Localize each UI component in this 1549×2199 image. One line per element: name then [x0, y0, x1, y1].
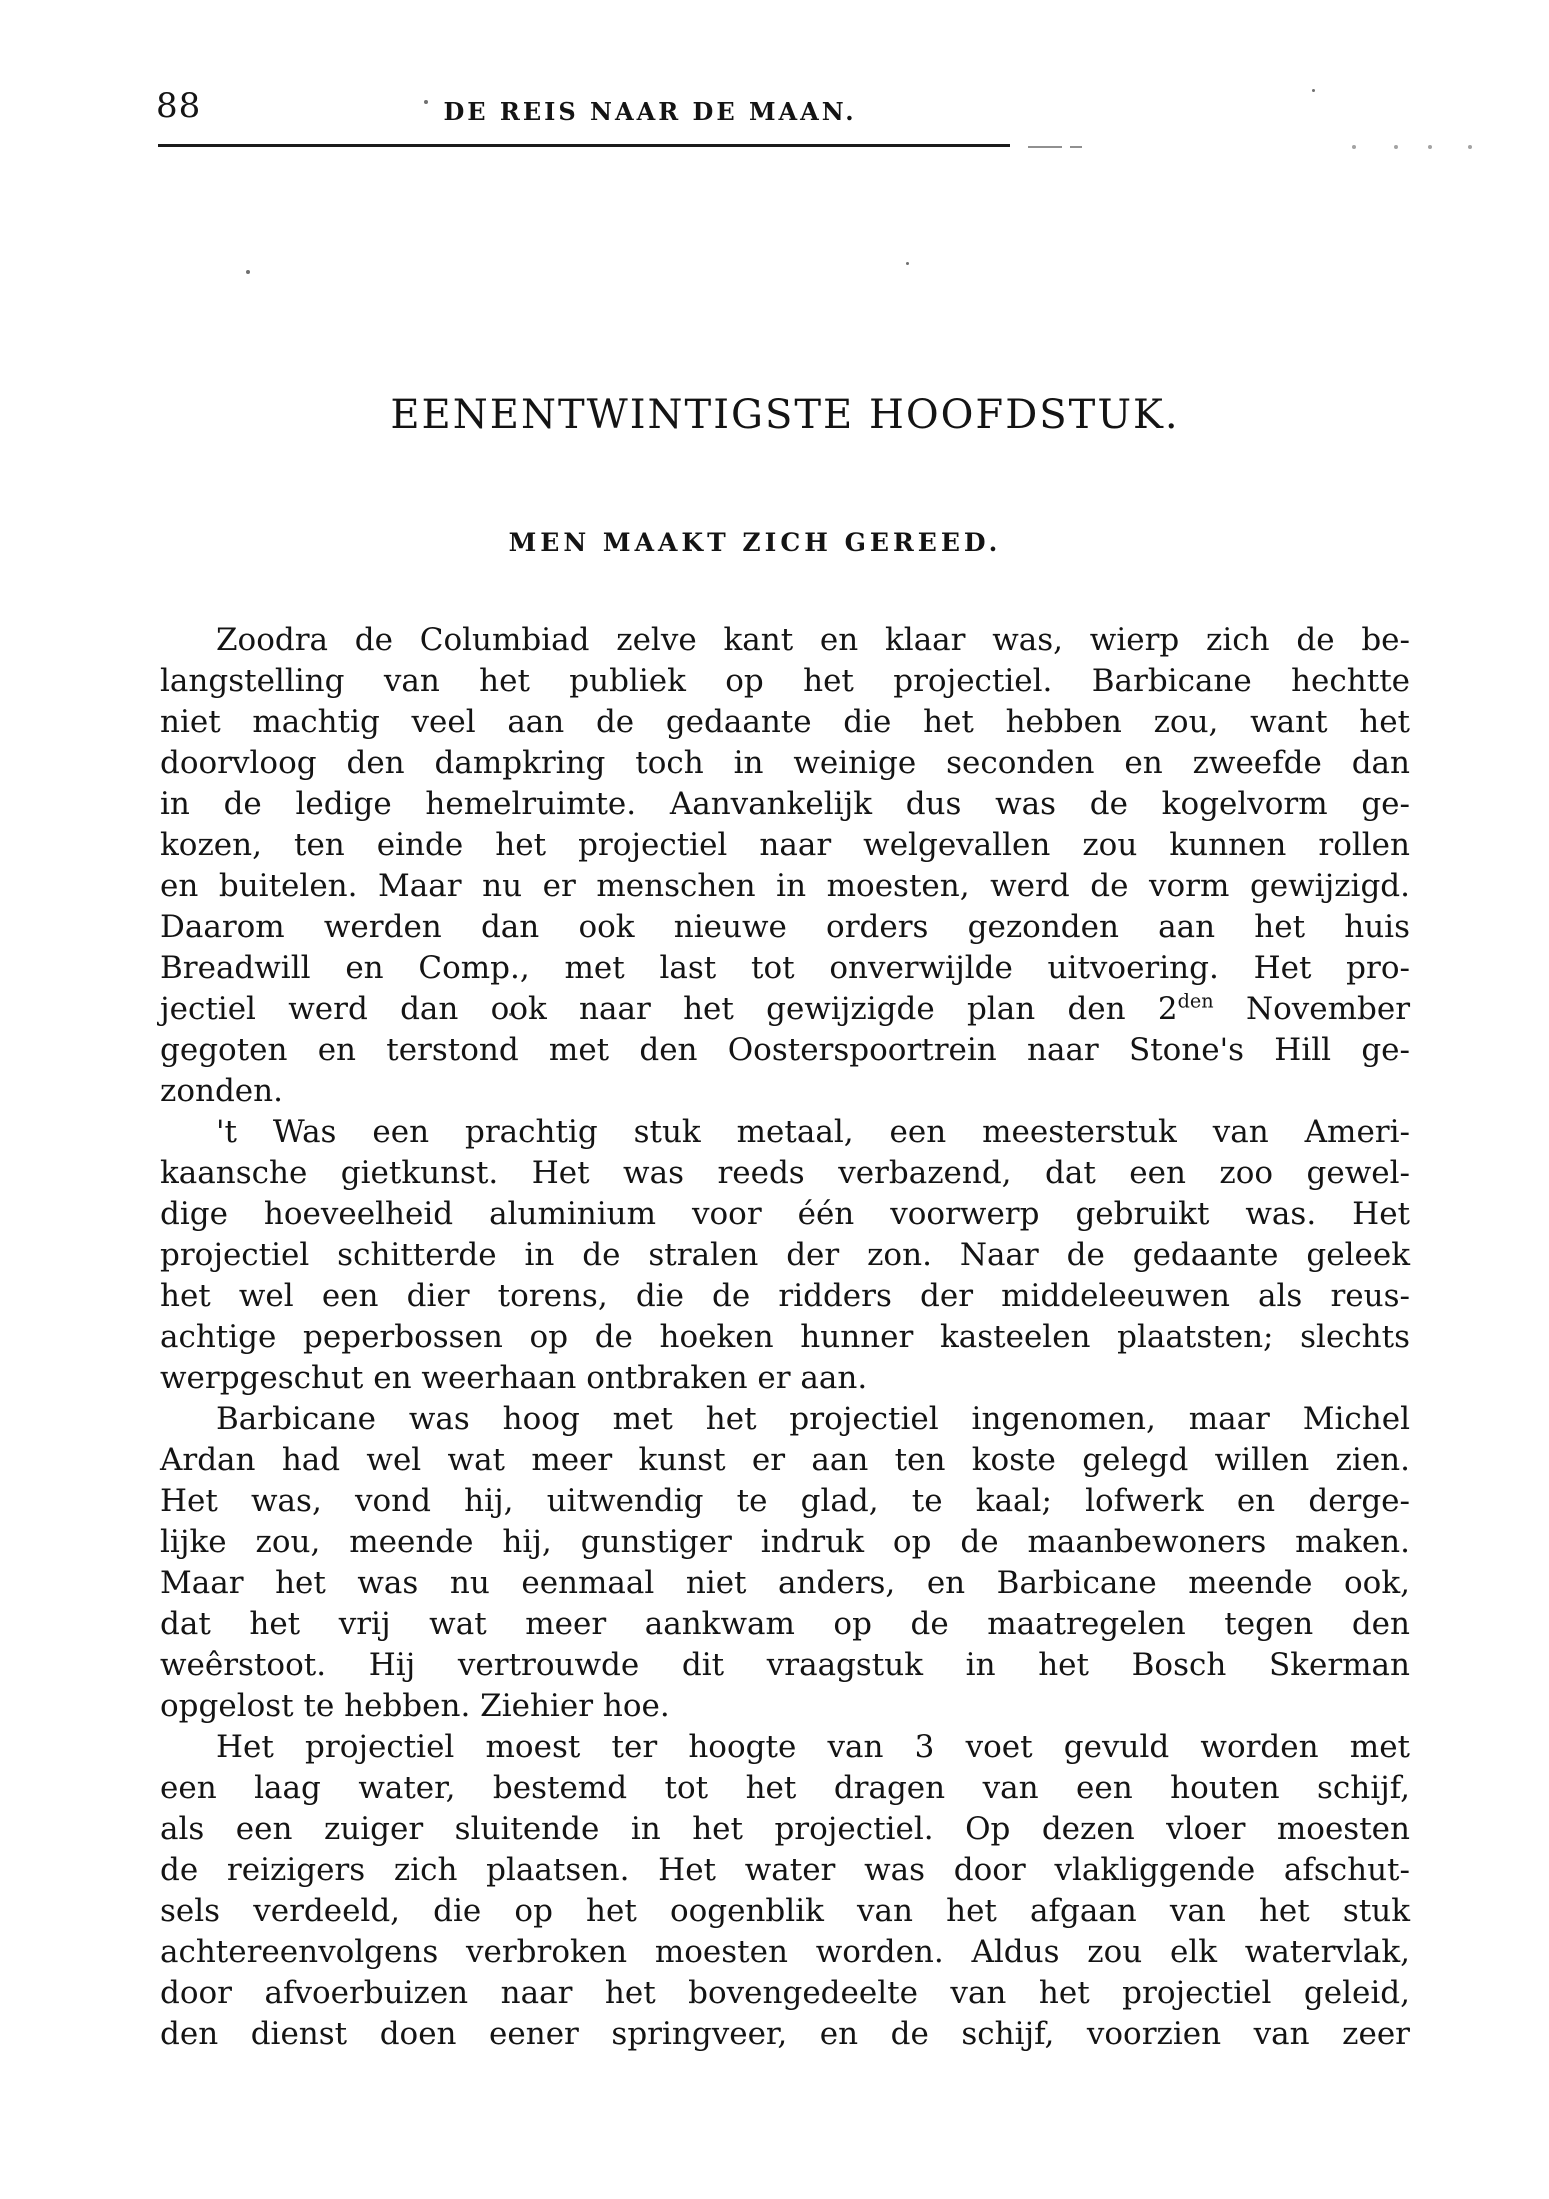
text-line: den dienst doen eener springveer, en de schijf, voorzien van zeer — [160, 2016, 1410, 2052]
text-line: niet machtig veel aan de gedaante die het hebben zou, want het — [160, 704, 1410, 740]
header-rule-dash — [1070, 146, 1082, 148]
running-title: DE REIS NAAR DE MAAN. — [443, 97, 857, 126]
text-line: Breadwill en Comp., met last tot onverwijlde uitvoering. Het pro- — [160, 950, 1410, 986]
text-line: opgelost te hebben. Ziehier hoe. — [160, 1688, 670, 1724]
text-line: langstelling van het publiek op het projectiel. Barbicane hechtte — [160, 663, 1410, 699]
header-rule — [158, 144, 1010, 147]
page-number: 88 — [156, 86, 202, 126]
text-line: lijke zou, meende hij, gunstiger indruk op de maanbewoners maken. — [160, 1524, 1410, 1560]
paragraph — [160, 1727, 1410, 2055]
text-line: Het projectiel moest ter hoogte van 3 voet gevuld worden met — [216, 1729, 1410, 1765]
header-rule-dot — [1394, 145, 1398, 149]
text-line: als een zuiger sluitende in het projectiel. Op dezen vloer moesten — [160, 1811, 1410, 1847]
text-line: Ardan had wel wat meer kunst er aan ten koste gelegd willen zien. — [160, 1442, 1410, 1478]
text-line: sels verdeeld, die op het oogenblik van het afgaan van het stuk — [160, 1893, 1410, 1929]
text-line: 't Was een prachtig stuk metaal, een meesterstuk van Ameri- — [216, 1114, 1410, 1150]
text-line: kaansche gietkunst. Het was reeds verbazend, dat een zoo gewel- — [160, 1155, 1410, 1191]
text-line: projectiel schitterde in de stralen der zon. Naar de gedaante geleek — [160, 1237, 1410, 1273]
text-line: een laag water, bestemd tot het dragen van een houten schijf, — [160, 1770, 1410, 1806]
text-line: zonden. — [160, 1073, 283, 1109]
text-line: dige hoeveelheid aluminium voor één voorwerp gebruikt was. Het — [160, 1196, 1410, 1232]
scan-speck — [424, 100, 428, 104]
header-rule-dot — [1352, 145, 1356, 149]
text-line: kozen, ten einde het projectiel naar welgevallen zou kunnen rollen — [160, 827, 1410, 863]
text-line: in de ledige hemelruimte. Aanvankelijk dus was de kogelvorm ge- — [160, 786, 1410, 822]
scan-speck — [246, 270, 250, 274]
text-line: Zoodra de Columbiad zelve kant en klaar was, wierp zich de be- — [216, 622, 1410, 658]
text-line: het wel een dier torens, die de ridders der middeleeuwen als reus- — [160, 1278, 1410, 1314]
text-line: en buitelen. Maar nu er menschen in moesten, werd de vorm gewijzigd. — [160, 868, 1410, 904]
text-line: weêrstoot. Hij vertrouwde dit vraagstuk in het Bosch Skerman — [160, 1647, 1410, 1683]
paragraph — [160, 1112, 1410, 1399]
chapter-heading: EENENTWINTIGSTE HOOFDSTUK. — [390, 392, 1180, 438]
chapter-subtitle: MEN MAAKT ZICH GEREED. — [508, 528, 1002, 557]
text-line: dat het vrij wat meer aankwam op de maatregelen tegen den — [160, 1606, 1410, 1642]
text-line: Maar het was nu eenmaal niet anders, en Barbicane meende ook, — [160, 1565, 1410, 1601]
body-text — [160, 620, 1410, 2055]
scan-speck — [906, 262, 909, 265]
text-line: werpgeschut en weerhaan ontbraken er aan. — [160, 1360, 868, 1396]
text-line: de reizigers zich plaatsen. Het water was door vlakliggende afschut- — [160, 1852, 1410, 1888]
text-line: achtereenvolgens verbroken moesten worden. Aldus zou elk watervlak, — [160, 1934, 1410, 1970]
text-line: doorvloog den dampkring toch in weinige seconden en zweefde dan — [160, 745, 1410, 781]
text-line: achtige peperbossen op de hoeken hunner kasteelen plaatsten; slechts — [160, 1319, 1410, 1355]
text-line: Daarom werden dan ook nieuwe orders gezonden aan het huis — [160, 909, 1410, 945]
header-rule-dot — [1428, 145, 1432, 149]
text-line: jectiel werd dan ook naar het gewijzigde plan den $2^{den}$ November — [160, 989, 1411, 1027]
scan-speck — [1312, 89, 1315, 92]
text-line: door afvoerbuizen naar het bovengedeelte van het projectiel geleid, — [160, 1975, 1410, 2011]
header-rule-dot — [1468, 145, 1472, 149]
text-line: Het was, vond hij, uitwendig te glad, te kaal; lofwerk en derge- — [160, 1483, 1410, 1519]
paragraph — [160, 620, 1410, 1112]
header-rule-dash — [1028, 146, 1062, 148]
paragraph — [160, 1399, 1410, 1727]
text-line: gegoten en terstond met den Oosterspoortrein naar Stone's Hill ge- — [160, 1032, 1410, 1068]
text-line: Barbicane was hoog met het projectiel ingenomen, maar Michel — [216, 1401, 1410, 1437]
